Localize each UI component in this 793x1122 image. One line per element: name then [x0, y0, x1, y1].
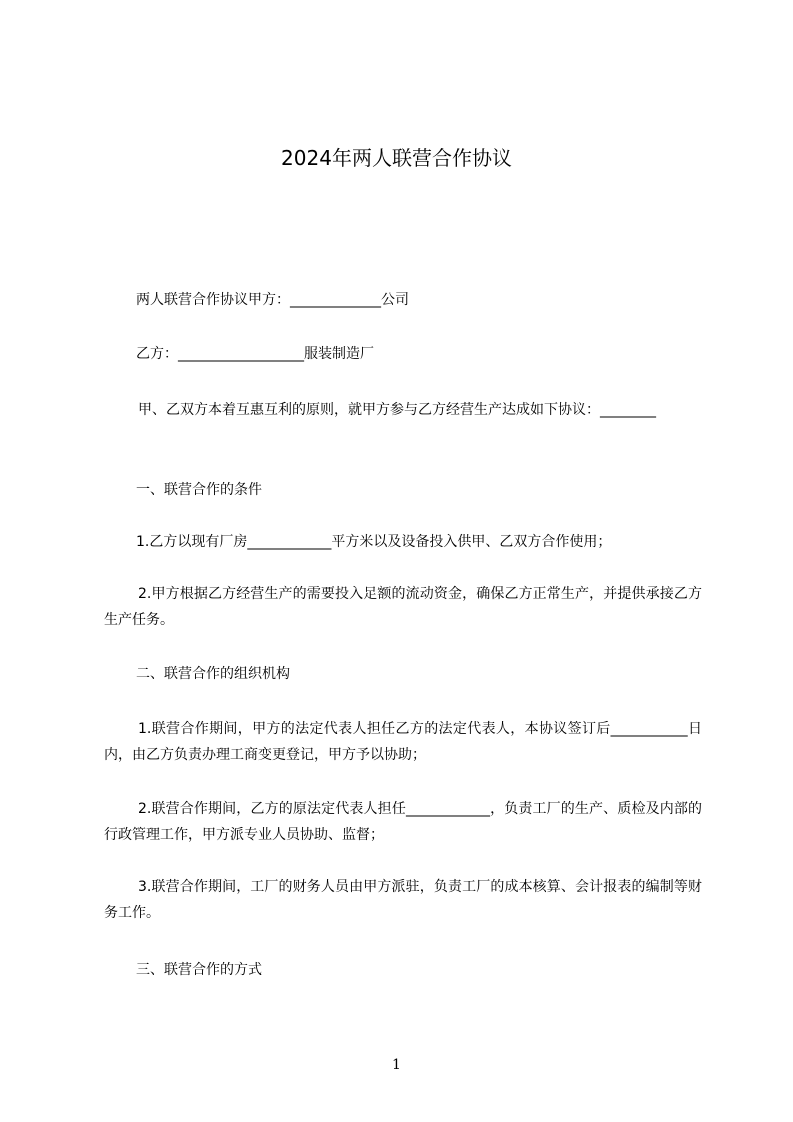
page-number: 1 — [392, 1057, 401, 1073]
clause-1-1: 1.乙方以现有厂房____________平方米以及设备投入供甲、乙双方合作使用； — [136, 534, 612, 550]
clause-2-1: 1.联营合作期间，甲方的法定代表人担任乙方的法定代表人，本协议签订后___________日内，由乙方负责办理工商变更登记，甲方予以协助； — [104, 721, 702, 763]
clause-2-3: 3.联营合作期间，工厂的财务人员由甲方派驻，负责工厂的成本核算、会计报表的编制等财务工作。 — [104, 879, 702, 921]
section-heading-1: 一、联营合作的条件 — [136, 482, 262, 498]
section-heading-2: 二、联营合作的组织机构 — [136, 666, 290, 682]
paragraph-preamble: 甲、乙双方本着互惠互利的原则，就甲方参与乙方经营生产达成如下协议：________ — [138, 402, 656, 418]
paragraph-party-b: 乙方：__________________服装制造厂 — [136, 346, 374, 362]
document-title: 2024年两人联营合作协议 — [281, 146, 512, 170]
clause-2-2: 2.联营合作期间，乙方的原法定代表人担任____________，负责工厂的生产、质检及内部的行政管理工作，甲方派专业人员协助、监督； — [104, 801, 702, 843]
section-heading-3: 三、联营合作的方式 — [136, 962, 262, 978]
paragraph-party-a: 两人联营合作协议甲方：_____________公司 — [136, 292, 409, 308]
clause-1-2: 2.甲方根据乙方经营生产的需要投入足额的流动资金，确保乙方正常生产，并提供承接乙方生产任务。 — [104, 586, 702, 628]
